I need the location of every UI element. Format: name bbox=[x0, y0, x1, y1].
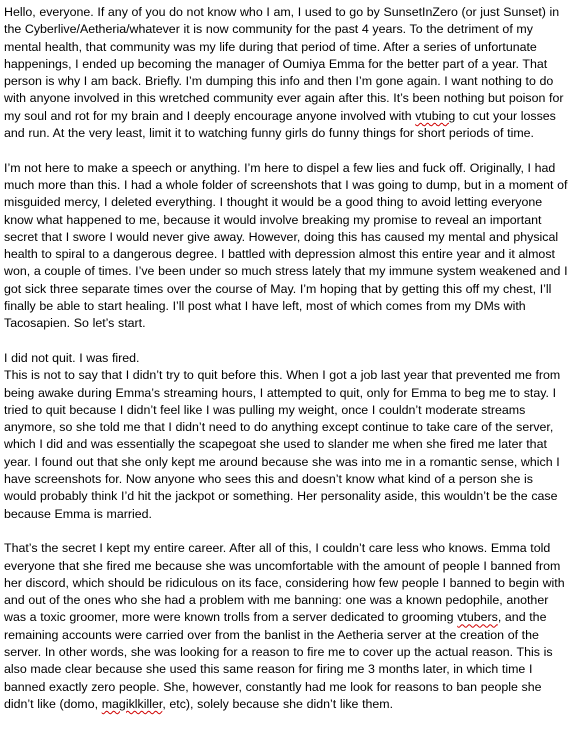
paragraph-secret-text: That’s the secret I kept my entire career. After all of this, I couldn’t care less who knows. Emma told everyone that she fired me because she was uncomfortable with the amount of people I banned from her discord, which should be ridiculous on its face, considering how few people I banned to begin with and out of the ones who she had a problem with me banning: one was a known pedophile, another was a toxic groomer, more were known trolls from a server dedicated to grooming bbox=[4, 541, 565, 625]
paragraph-fired: This is not to say that I didn’t try to quit before this. When I got a job last year that prevented me from being awake during Emma’s streaming hours, I attempted to quit, only for Emma to beg me to stay. I tried to quit because I didn’t feel like I was pulling my weight, once I couldn’t moderate streams anymore, so she told me that I didn’t need to do anything except continue to take care of the server, which I did and was essentially the scapegoat she used to slander me when she fired me later that year. I found out that she only kept me around because she was into me in a romantic sense, which I have screenshots for. Now anyone who sees this and doesn’t know what kind of a person she is would probably think I’d hit the jackpot or something. Her personality aside, this wouldn’t be the case because Emma is married. bbox=[4, 368, 561, 521]
paragraph-intro bbox=[4, 4, 568, 142]
document-body bbox=[4, 4, 568, 730]
misspelled-word: vtubers bbox=[457, 610, 498, 625]
misspelled-word: vtubing bbox=[415, 108, 456, 123]
misspelled-word: magiklkiller bbox=[101, 696, 163, 711]
paragraph-dispel: I’m not here to make a speech or anything. I’m here to dispel a few lies and fuck off. Originally, I had much more than this. I had a whole folder of screenshots that I was going to dump, but in a moment of misguided mercy, I deleted everything. I thought it would be a good thing to avoid letting everyone know what happened to me, because it would involve breaking my promise to reveal an important secret that I swore I would never give away. However, doing this has caused my mental and physical health to spiral to a dangerous degree. I battled with depression almost this entire year and it almost won, a couple of times. I’ve been under so much stress lately that my immune system weakened and I got sick three separate times over the course of May. I’m hoping that by getting this off my chest, I’ll finally be able to start healing. I’ll post what I have left, most of which comes from my DMs with Tacosapien. So let’s start. bbox=[4, 160, 568, 331]
paragraph-secret-text-end: , etc), solely because she didn’t like them. bbox=[162, 696, 394, 711]
paragraph-fired-heading: I did not quit. I was fired. bbox=[4, 350, 140, 365]
paragraph-intro-text: Hello, everyone. If any of you do not know who I am, I used to go by SunsetInZero (or just Sunset) in the Cyberlive/Aetheria/whatever it is now community for the past 4 years. To the detriment of my mental health, that community was my life during that period of time. After a series of unfortunate happenings, I ended up becoming the manager of Oumiya Emma for the better part of a year. That person is why I am back. Briefly. I’m dumping this info and then I’m gone again. I want nothing to do with anyone involved in this wretched community ever again after this. It’s been nothing but poison for my soul and rot for my brain and I deeply encourage anyone involved with bbox=[4, 5, 564, 123]
paragraph-secret bbox=[4, 540, 568, 713]
paragraph-secret-text-middle: , and the remaining accounts were carried over from the banlist in the Aetheria server at the creation of the server. In other words, she was looking for a reason to fire me to cover up the actual reason. This is also made clear because she used this same reason for firing me 3 months later, in which time I banned exactly zero people. She, however, constantly had me look for reasons to ban people she didn’t like (domo, bbox=[4, 610, 553, 711]
paragraph-intro-text-end: to cut your losses and run. At the very least, limit it to watching funny girls do funny things for short periods of time. bbox=[4, 108, 556, 141]
